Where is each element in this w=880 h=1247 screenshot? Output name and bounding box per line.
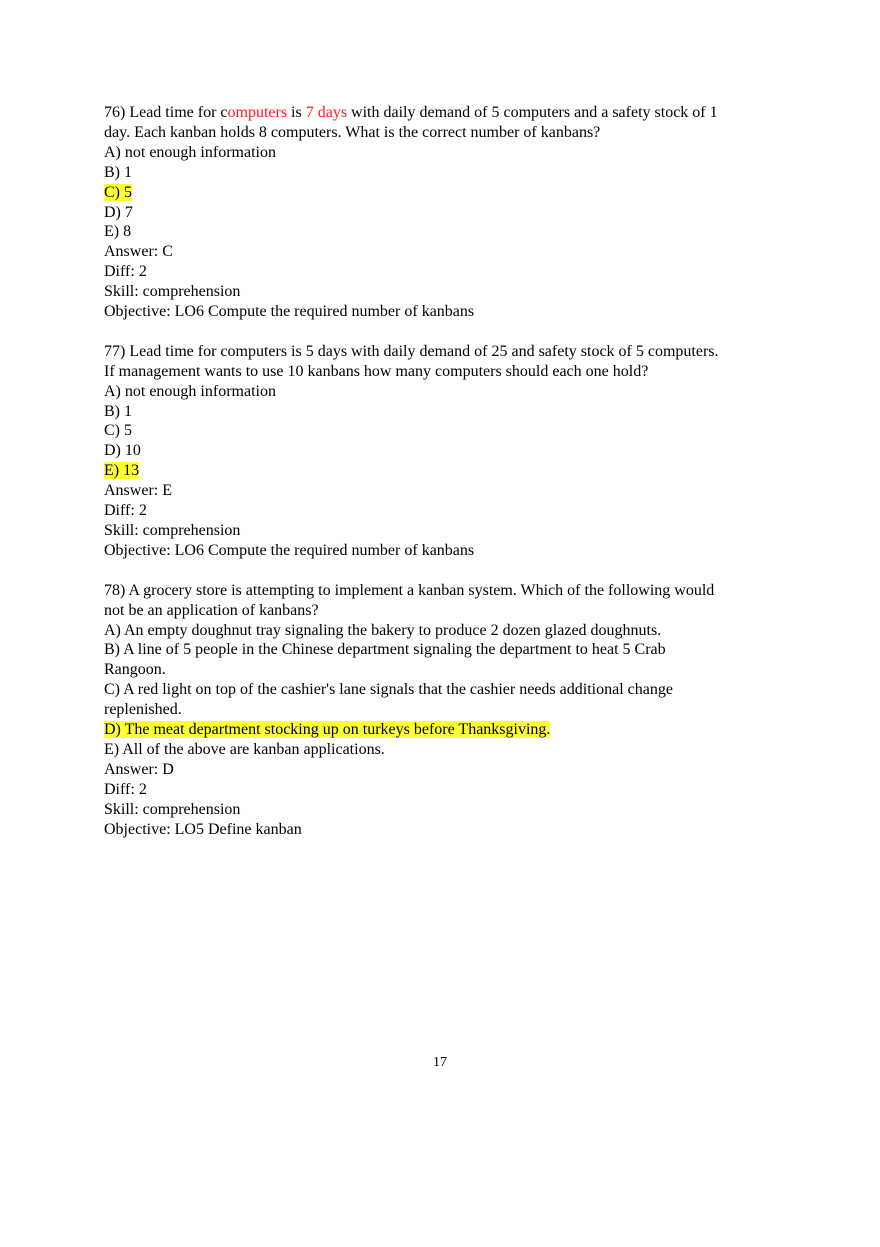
emphasized-text: omputers	[227, 104, 288, 121]
option-e-correct	[104, 461, 784, 481]
question-stem-line: 77) Lead time for computers is 5 days with daily demand of 25 and safety stock of 5 computers.	[104, 342, 719, 360]
question-77	[104, 342, 784, 561]
option-d: D) 7	[104, 203, 133, 221]
highlighted-answer: E) 13	[104, 462, 140, 480]
objective-line: Objective: LO5 Define kanban	[104, 820, 302, 838]
skill-line: Skill: comprehension	[104, 800, 241, 818]
difficulty-line: Diff: 2	[104, 502, 147, 520]
highlighted-answer: C) 5	[104, 183, 132, 201]
answer-line: Answer: C	[104, 243, 173, 261]
difficulty-line: Diff: 2	[104, 780, 147, 798]
question-stem-line: 76) Lead time for computers is 7 days with daily demand of 5 computers and a safety stock of 1	[104, 104, 718, 121]
answer-line: Answer: D	[104, 760, 174, 778]
objective-line: Objective: LO6 Compute the required number of kanbans	[104, 303, 475, 321]
skill-line: Skill: comprehension	[104, 522, 241, 540]
option-b-continued: Rangoon.	[104, 661, 166, 679]
objective-line: Objective: LO6 Compute the required number of kanbans	[104, 541, 475, 559]
answer-line: Answer: E	[104, 482, 172, 500]
option-c-continued: replenished.	[104, 701, 182, 719]
question-78	[104, 581, 784, 840]
option-c-correct	[104, 183, 784, 203]
emphasized-text: 7 days	[305, 104, 348, 121]
option-a: A) An empty doughnut tray signaling the bakery to produce 2 dozen glazed doughnuts.	[104, 621, 662, 639]
difficulty-line: Diff: 2	[104, 263, 147, 281]
skill-line: Skill: comprehension	[104, 283, 241, 301]
question-stem-line: not be an application of kanbans?	[104, 601, 319, 619]
option-a: A) not enough information	[104, 382, 276, 400]
option-a: A) not enough information	[104, 143, 276, 161]
option-e: E) All of the above are kanban applications.	[104, 740, 385, 758]
option-b: B) A line of 5 people in the Chinese department signaling the department to heat 5 Crab	[104, 641, 666, 659]
question-stem-line: day. Each kanban holds 8 computers. What is the correct number of kanbans?	[104, 123, 601, 141]
option-b: B) 1	[104, 163, 132, 181]
page-number: 17	[433, 1055, 447, 1070]
question-76	[104, 103, 784, 322]
option-d-correct	[104, 720, 784, 740]
option-e: E) 8	[104, 223, 132, 241]
option-c: C) A red light on top of the cashier's lane signals that the cashier needs additional change	[104, 681, 673, 699]
highlighted-answer: D) The meat department stocking up on turkeys before Thanksgiving.	[104, 721, 551, 739]
option-d: D) 10	[104, 442, 141, 460]
option-b: B) 1	[104, 402, 132, 420]
question-stem-line: If management wants to use 10 kanbans how many computers should each one hold?	[104, 362, 649, 380]
question-stem-line: 78) A grocery store is attempting to implement a kanban system. Which of the following would	[104, 581, 715, 599]
option-c: C) 5	[104, 422, 132, 440]
document-page	[104, 103, 784, 859]
